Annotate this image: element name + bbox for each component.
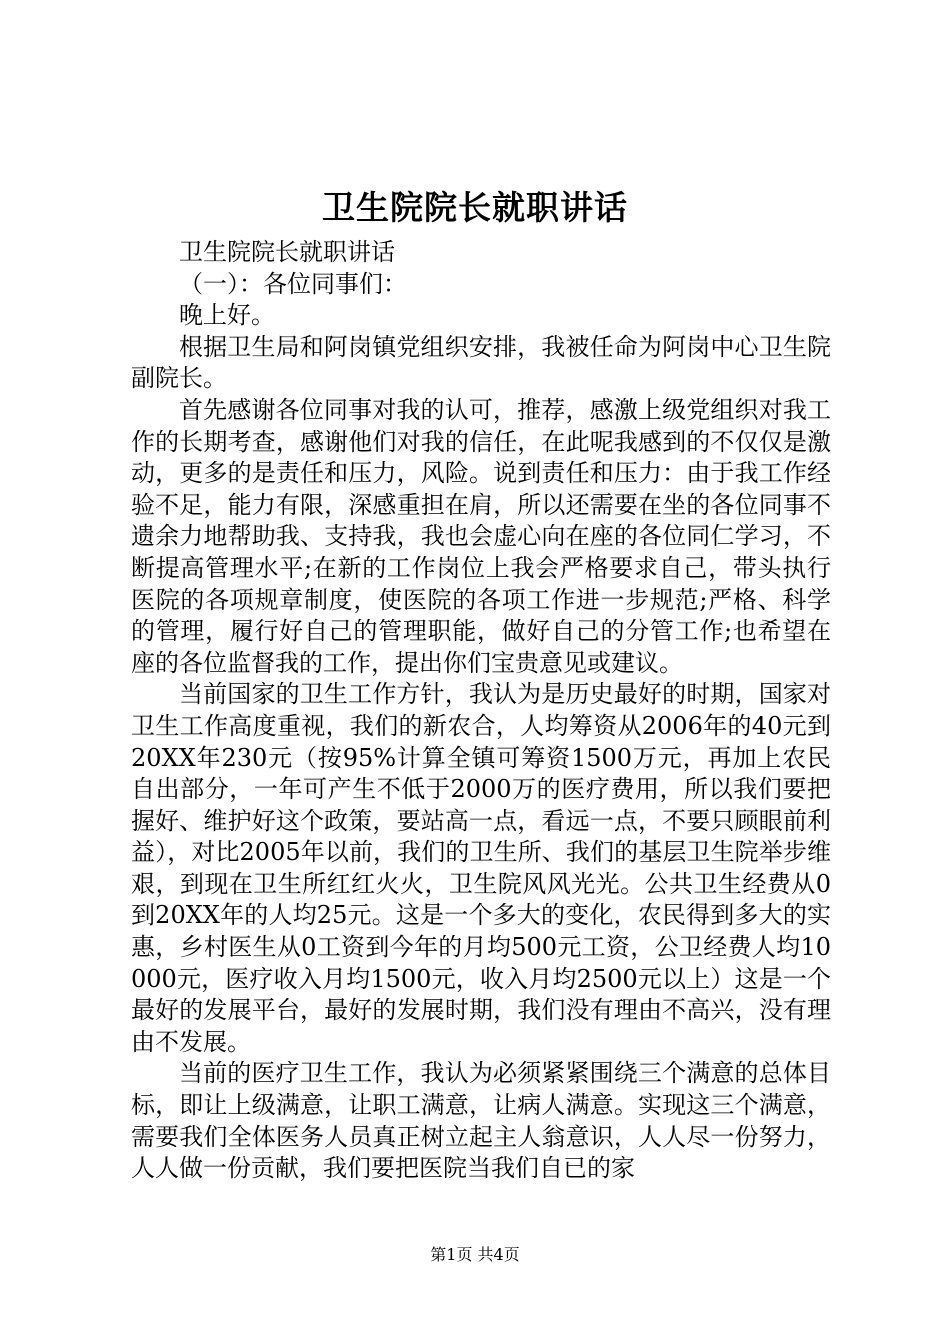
paragraph-appointment: 根据卫生局和阿岗镇党组织安排，我被任命为阿岗中心卫生院副院长。 bbox=[131, 332, 831, 393]
paragraph-thanks: 首先感谢各位同事对我的认可，推荐，感激上级党组织对我工作的长期考查，感谢他们对我的信任，在此呢我感到的不仅仅是激动，更多的是责任和压力，风险。说到责任和压力：由于我工作经验不足，能力有限，深感重担在肩，所以还需要在坐的各位同事不遗余力地帮助我、支持我，我也会虚心向在座的各位同仁学习，不断提高管理水平;在新的工作岗位上我会严格要求自己，带头执行医院的各项规章制度，使医院的各项工作进一步规范;严格、科学的管理，履行好自己的管理职能，做好自己的分管工作;也希望在座的各位监督我的工作，提出你们宝贵意见或建议。 bbox=[131, 395, 831, 677]
paragraph-greeting: 晚上好。 bbox=[179, 301, 275, 330]
document-body bbox=[131, 237, 831, 1185]
paragraph-subtitle: 卫生院院长就职讲话 bbox=[179, 238, 395, 266]
paragraph-policy: 当前国家的卫生工作方针，我认为是历史最好的时期，国家对卫生工作高度重视，我们的新农合，人均筹资从2006年的40元到20XX年230元（按95%计算全镇可筹资1500万元，再加上农民自出部分，一年可产生不低于2000万的医疗费用，所以我们要把握好、维护好这个政策，要站高一点，看远一点，不要只顾眼前利益），对比2005年以前，我们的卫生所、我们的基层卫生院举步维艰，到现在卫生所红红火火，卫生院风风光光。公共卫生经费从0到20XX年的人均25元。这是一个多大的变化，农民得到多大的实惠，乡村医生从0工资到今年的月均500元工资，公卫经费人均10000元，医疗收入月均1500元，收入月均2500元以上）这是一个最好的发展平台，最好的发展时期，我们没有理由不高兴，没有理由不发展。 bbox=[131, 680, 831, 1056]
paragraph-salutation: （一）：各位同事们： bbox=[179, 269, 407, 298]
paragraph-goals: 当前的医疗卫生工作，我认为必须紧紧围绕三个满意的总体目标，即让上级满意，让职工满意，让病人满意。实现这三个满意，需要我们全体医务人员真正树立起主人翁意识，人人尽一份努力，人人做一份贡献，我们要把医院当我们自已的家 bbox=[131, 1059, 831, 1183]
page-number-footer: 第1页 共4页 bbox=[430, 1245, 520, 1264]
document-title: 卫生院院长就职讲话 bbox=[322, 188, 628, 227]
